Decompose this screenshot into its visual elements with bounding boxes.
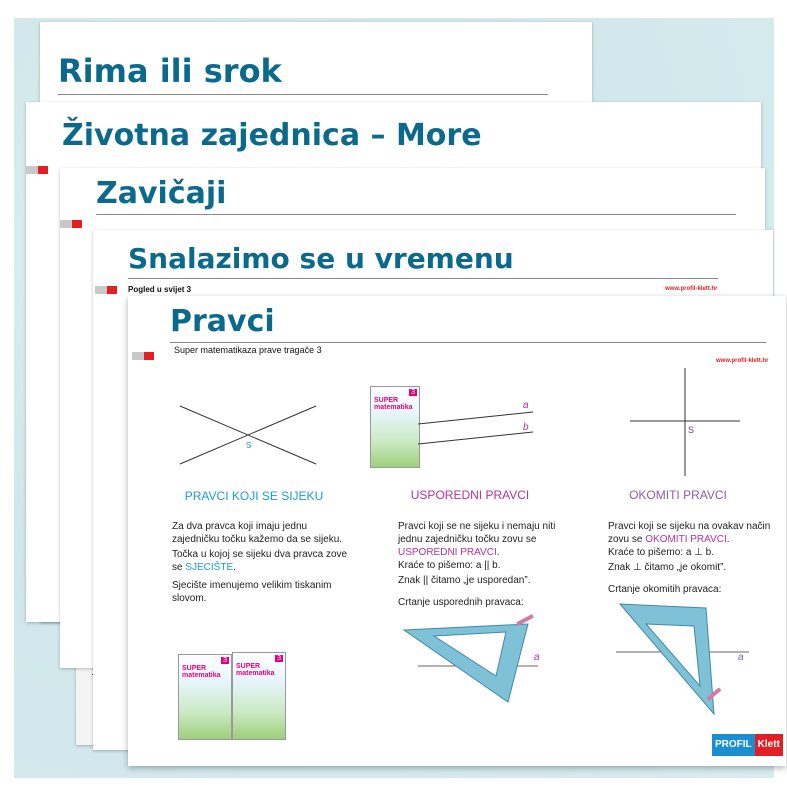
col3-paragraph-3: Znak ⊥ čitamo „je okomit”. (608, 562, 727, 573)
col2-paragraph-3: Znak || čitamo „je usporedan”. (398, 575, 531, 586)
col3-text (608, 520, 786, 596)
heading-parallel-lines: USPOREDNI PRAVCI (410, 488, 530, 502)
heading-perpendicular-lines: OKOMITI PRAVCI (629, 488, 727, 502)
intersecting-lines-drawing (176, 396, 326, 471)
slide-marker (60, 220, 82, 228)
textbook-cover-icon: 3 SUPER matematika (370, 386, 420, 468)
publisher-url[interactable]: www.profil-klett.hr (716, 358, 769, 364)
slide-pravci[interactable] (128, 296, 786, 766)
slide-title: Rima ili srok (58, 52, 282, 90)
slide-title: Snalazimo se u vremenu (128, 242, 514, 275)
col2-paragraph-2: Kraće to pišemo: a || b. (398, 560, 501, 571)
title-rule (58, 94, 548, 95)
slide-title: Životna zajednica – More (62, 118, 482, 153)
line-label-a: a (523, 400, 529, 411)
title-rule (96, 214, 736, 215)
title-rule (170, 342, 766, 343)
col3-paragraph-2: Kraće to pišemo: a ⊥ b. (608, 547, 714, 558)
profil-klett-logo: PROFIL Klett (712, 734, 783, 756)
col2-text (398, 520, 578, 609)
title-rule (128, 278, 718, 279)
line-label-b: b (523, 422, 529, 433)
textbook-cover-icon: 3 SUPER matematika (232, 652, 286, 740)
heading-intersecting-lines: PRAVCI KOJI SE SIJEKU (184, 489, 324, 503)
perpendicular-drawing-label-a: a (738, 652, 744, 663)
slide-title: Zavičaji (96, 176, 227, 211)
col1-paragraph-2: Točka u kojoj se sijeku dva pravca zove se SJECIŠTE. (172, 549, 348, 573)
textbook-cover-icon: 3 SUPER matematika (178, 654, 232, 740)
col3-paragraph-1: Pravci koji se sijeku na ovakav način zovu se OKOMITI PRAVCI. (608, 521, 771, 545)
publisher-url[interactable]: www.profil-klett.hr (665, 286, 718, 292)
intersection-label: S (688, 425, 695, 435)
intersection-label: S (246, 441, 252, 450)
perpendicular-lines-drawing (628, 366, 743, 478)
slide-marker (26, 166, 48, 174)
col1-paragraph-3: Sjecište imenujemo velikim tiskanim slovom. (172, 580, 332, 604)
perpendicular-drawing-setsquare (614, 602, 754, 717)
col1-paragraph-1: Za dva pravca koji imaju jednu zajedničku točku kažemo da se sijeku. (172, 521, 343, 545)
col2-paragraph-4: Crtanje usporednih pravaca: (398, 597, 524, 608)
slide-marker (132, 352, 154, 360)
slide-subtitle: Super matematikaza prave tragače 3 (174, 345, 322, 355)
slide-subtitle: Pogled u svijet 3 (128, 285, 192, 294)
slide-marker (95, 286, 117, 294)
parallel-lines-drawing (418, 404, 538, 449)
parallel-drawing-label-a: a (534, 652, 540, 663)
col2-paragraph-1: Pravci koji se ne sijeku i nemaju niti jednu zajedničku točku zovu se USPOREDNI PRAVCI. (398, 521, 556, 558)
col3-paragraph-4: Crtanje okomitih pravaca: (608, 584, 722, 595)
col1-text (172, 520, 352, 605)
parallel-drawing-setsquare (398, 614, 548, 704)
slide-title: Pravci (170, 304, 275, 339)
